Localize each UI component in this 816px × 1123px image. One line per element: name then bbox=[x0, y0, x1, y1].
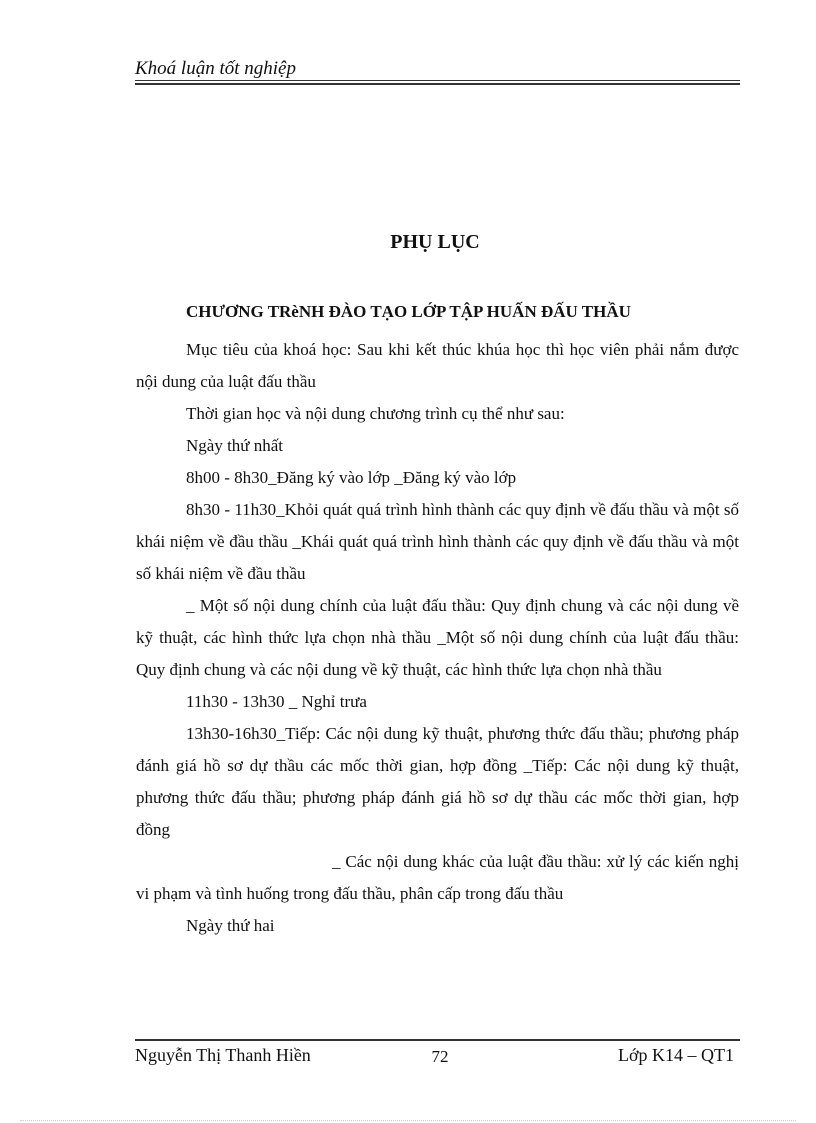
paragraph-course-goal: Mục tiêu của khoá học: Sau khi kết thúc khúa học thì học viên phải nắm được nội dung của luật đấu thầu bbox=[136, 340, 739, 391]
paragraph-registration: 8h00 - 8h30_Đăng ký vào lớp _Đăng ký vào lớp bbox=[186, 468, 517, 487]
appendix-title: PHỤ LỤC bbox=[390, 231, 480, 253]
paragraph-day-two: Ngày thứ hai bbox=[186, 916, 275, 935]
page-number: 72 bbox=[431, 1047, 449, 1066]
footer-class-label: Lớp K14 – QT1 bbox=[617, 1045, 734, 1065]
paragraph-schedule-intro: Thời gian học và nội dung chương trình cụ thể như sau: bbox=[186, 404, 565, 423]
document-body bbox=[136, 334, 739, 942]
paragraph-main-content: _ Một số nội dung chính của luật đấu thầu: Quy định chung và các nội dung về kỹ thuật, các hình thức lựa chọn nhà thầu _Một số nội dung chính của luật đấu thầu: Quy định chung và các nội dung về kỹ thuật, các hình thức lựa chọn nhà thầu bbox=[136, 596, 739, 679]
paragraph-morning-session: 8h30 - 11h30_Khỏi quát quá trình hình thành các quy định về đấu thầu và một số khái niệm về đầu thầu _Khái quát quá trình hình thành các quy định về đấu thầu và một số khái niệm về đầu thầu bbox=[136, 500, 739, 583]
paragraph-day-one: Ngày thứ nhất bbox=[186, 436, 284, 455]
page-bottom-border bbox=[20, 1120, 796, 1121]
paragraph-afternoon-session: 13h30-16h30_Tiếp: Các nội dung kỹ thuật, phương thức đấu thầu; phương pháp đánh giá hồ sơ dự thầu các mốc thời gian, hợp đồng _Tiếp: Các nội dung kỹ thuật, phương thức đấu thầu; phương pháp đánh giá hồ sơ dự thầu các mốc thời gian, hợp đồng bbox=[136, 724, 739, 839]
footer-author: Nguyễn Thị Thanh Hiền bbox=[135, 1045, 311, 1065]
paragraph-other-content: _ Các nội dung khác của luật đầu thầu: xử lý các kiến nghị vi phạm và tình huống trong đấu thầu, phân cấp trong đấu thầu bbox=[136, 852, 739, 903]
footer-divider bbox=[135, 1039, 740, 1041]
section-title: CHƯƠNG TRèNH ĐÀO TẠO LỚP TẬP HUẤN ĐẤU THẦU bbox=[186, 302, 631, 321]
header-divider bbox=[135, 80, 740, 81]
header-title: Khoá luận tốt nghiệp bbox=[135, 58, 296, 79]
header-divider-thick bbox=[135, 83, 740, 85]
paragraph-lunch-break: 11h30 - 13h30 _ Nghỉ trưa bbox=[186, 692, 367, 711]
